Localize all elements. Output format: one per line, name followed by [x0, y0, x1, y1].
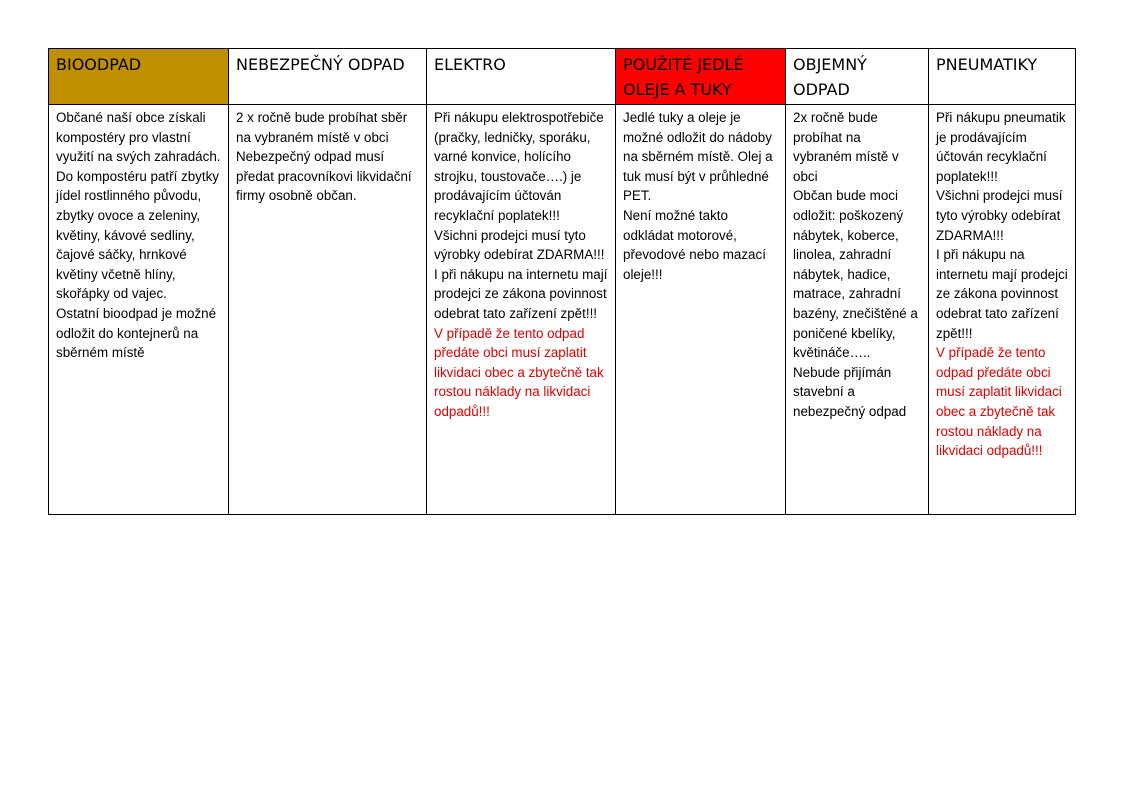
- cell-text: Ostatní bioodpad je možné odložit do kontejnerů na sběrném místě: [56, 305, 217, 361]
- cell-pouzite-oleje: [616, 105, 786, 515]
- header-nebezpecny-odpad: NEBEZPEČNÝ ODPAD: [229, 49, 427, 105]
- header-row: [49, 49, 1076, 105]
- cell-text: I při nákupu na internetu mají prodejci ze zákona povinnost odebrat tato zařízení zpět!!!: [936, 247, 1068, 341]
- cell-pneumatiky: [929, 105, 1076, 515]
- warning-text: V případě že tento odpad předáte obci musí zaplatit likvidaci obec a zbytečně tak rostou náklady na likvidaci odpadů!!!: [936, 345, 1062, 459]
- cell-text: Občané naší obce získali kompostéry pro vlastní využití na svých zahradách. Do kompostéru patří zbytky jídel rostlinného původu, zbytky ovoce a zeleniny, květiny, kávové sedliny, čajové sáčky, hrnkové květiny včetně hlíny, skořápky od vajec.: [56, 110, 221, 302]
- cell-text: Není možné takto odkládat motorové, převodové nebo mazací oleje!!!: [623, 207, 766, 282]
- cell-bioodpad: [49, 105, 229, 515]
- header-bioodpad: BIOODPAD: [49, 49, 229, 105]
- cell-text: Při nákupu elektrospotřebiče (pračky, ledničky, sporáku, varné konvice, holícího strojku, toustovače….) je prodávajícím účtován recyklační poplatek!!!: [434, 110, 604, 223]
- header-pouzite-oleje: POUŽITÉ JEDLÉ OLEJE A TUKY: [616, 49, 786, 105]
- cell-objemny-odpad: [786, 105, 929, 515]
- waste-sorting-table: [48, 48, 1076, 515]
- header-pneumatiky: PNEUMATIKY: [929, 49, 1076, 105]
- cell-text: Nebezpečný odpad musí předat pracovníkovi likvidační firmy osobně občan.: [236, 149, 412, 204]
- header-objemny-odpad: OBJEMNÝ ODPAD: [786, 49, 929, 105]
- header-elektro: ELEKTRO: [427, 49, 616, 105]
- cell-text: 2 x ročně bude probíhat sběr na vybraném místě v obci: [236, 110, 408, 145]
- cell-text: Všichni prodejci musí tyto výrobky odebírat ZDARMA!!!: [936, 188, 1063, 243]
- cell-elektro: [427, 105, 616, 515]
- cell-text: Všichni prodejci musí tyto výrobky odebírat ZDARMA!!!: [434, 227, 605, 263]
- cell-text: Nebude přijímán stavební a nebezpečný odpad: [793, 364, 907, 419]
- warning-text: V případě že tento odpad předáte obci musí zaplatit likvidaci obec a zbytečně tak rostou náklady na likvidaci odpadů!!!: [434, 325, 604, 419]
- cell-nebezpecny-odpad: [229, 105, 427, 515]
- cell-text: I při nákupu na internetu mají prodejci ze zákona povinnost odebrat tato zařízení zpět!!!: [434, 266, 608, 321]
- content-row: [49, 105, 1076, 515]
- cell-text: Jedlé tuky a oleje je možné odložit do nádoby na sběrném místě. Olej a tuk musí být v průhledné PET.: [623, 110, 773, 204]
- cell-text: Při nákupu pneumatik je prodávajícím účtován recyklační poplatek!!!: [936, 110, 1066, 184]
- cell-text: Občan bude moci odložit: poškozený nábytek, koberce, linolea, zahradní nábytek, hadice, matrace, zahradní bazény, znečištěné a poničené kbelíky, květináče…..: [793, 188, 918, 361]
- cell-text: 2x ročně bude probíhat na vybraném místě v obci: [793, 110, 899, 184]
